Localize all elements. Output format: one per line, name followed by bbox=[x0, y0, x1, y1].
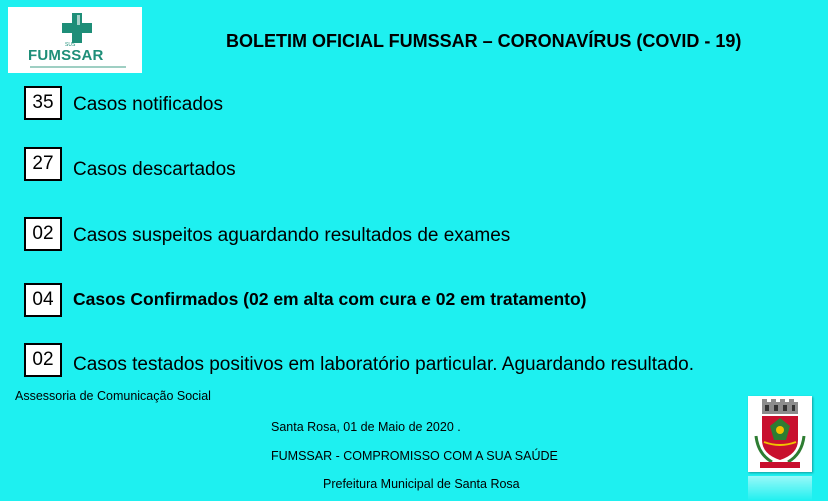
santa-rosa-coat-of-arms-icon bbox=[748, 396, 812, 472]
motto-text: FUMSSAR - COMPROMISSO COM A SUA SAÚDE bbox=[271, 449, 558, 463]
stat-label-discarded: Casos descartados bbox=[73, 159, 236, 180]
logo-tagline-line bbox=[30, 66, 126, 68]
coat-of-arms bbox=[748, 396, 812, 472]
stat-number-suspected: 02 bbox=[24, 217, 62, 251]
page-title: BOLETIM OFICIAL FUMSSAR – CORONAVÍRUS (COVID - 19) bbox=[226, 31, 742, 51]
date-text: Santa Rosa, 01 de Maio de 2020 . bbox=[271, 420, 461, 434]
medical-cross-icon bbox=[62, 13, 92, 43]
credit-text: Assessoria de Comunicação Social bbox=[15, 389, 211, 403]
stat-label-confirmed: Casos Confirmados (02 em alta com cura e 02 em tratamento) bbox=[73, 289, 587, 309]
stat-number-private-lab: 02 bbox=[24, 343, 62, 377]
stat-number-discarded: 27 bbox=[24, 147, 62, 181]
coat-of-arms-reflection bbox=[748, 476, 812, 501]
stat-number-notified: 35 bbox=[24, 86, 62, 120]
logo-sus-label: SUS bbox=[65, 42, 76, 48]
stat-label-private-lab: Casos testados positivos em laboratório particular. Aguardando resultado. bbox=[73, 354, 695, 375]
city-hall-text: Prefeitura Municipal de Santa Rosa bbox=[323, 477, 520, 491]
stat-label-notified: Casos notificados bbox=[73, 94, 223, 115]
fumssar-logo bbox=[8, 7, 142, 73]
stat-number-confirmed: 04 bbox=[24, 283, 62, 317]
stat-label-suspected: Casos suspeitos aguardando resultados de exames bbox=[73, 225, 511, 246]
logo-brand-text: FUMSSAR bbox=[28, 47, 104, 64]
